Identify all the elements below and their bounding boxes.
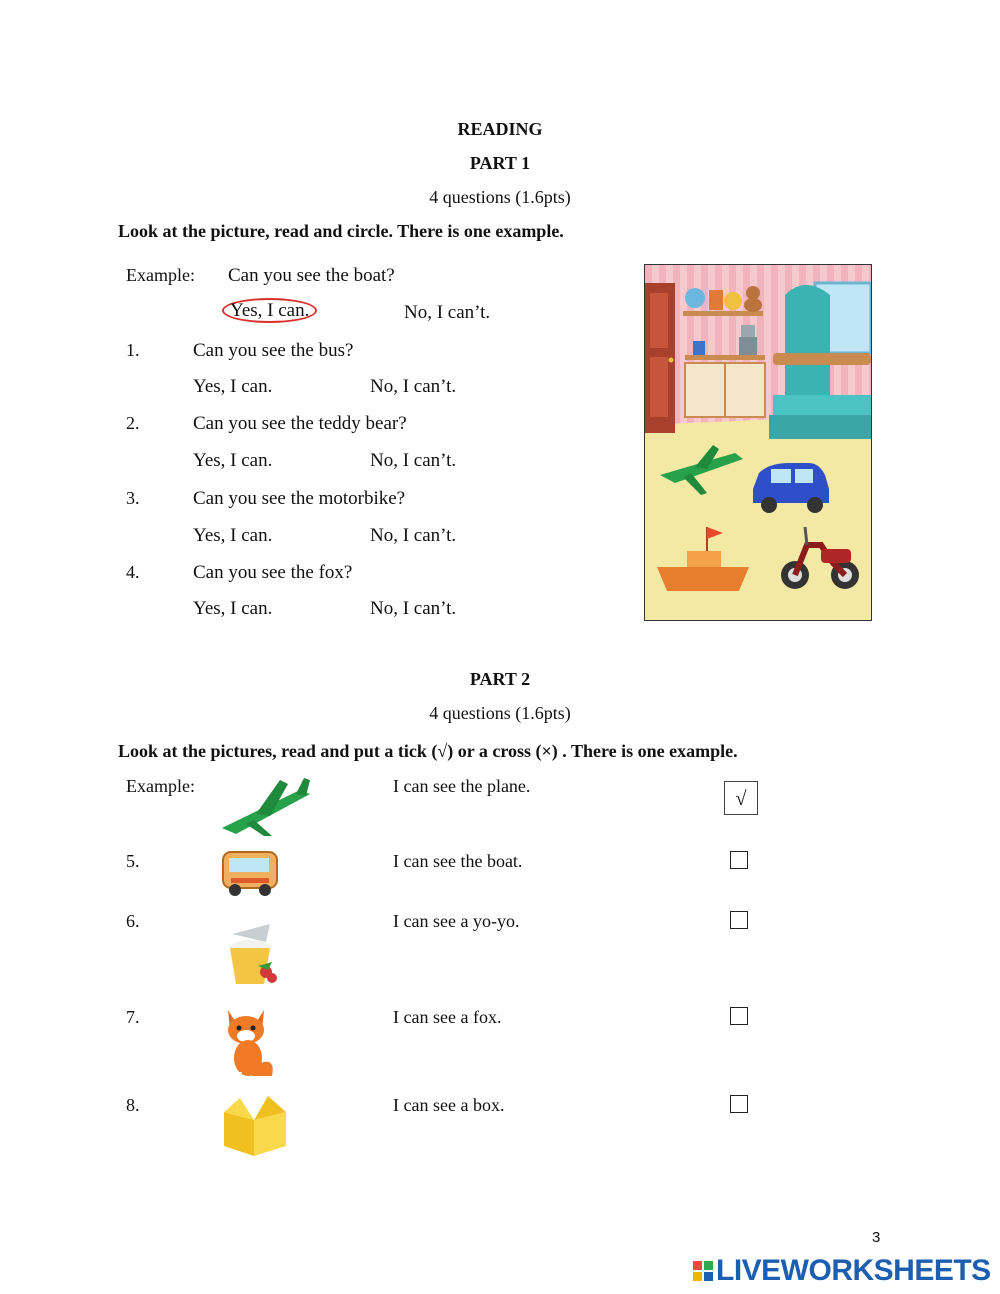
page-number: 3: [872, 1229, 881, 1246]
q3-answer-no[interactable]: No, I can’t.: [370, 525, 457, 546]
q2-number: 2.: [126, 413, 140, 433]
part2-subtitle: 4 questions (1.6pts): [429, 703, 571, 723]
item8-number: 8.: [126, 1095, 140, 1115]
q4-answer-no[interactable]: No, I can’t.: [370, 598, 457, 619]
brand-logo: [692, 1254, 991, 1288]
example-question: Can you see the boat?: [228, 265, 395, 286]
item5-sentence: I can see the boat.: [393, 851, 523, 871]
door-icon: [645, 283, 675, 433]
item7-number: 7.: [126, 1007, 140, 1027]
example-label: Example:: [126, 265, 195, 285]
part2-instruction: Look at the pictures, read and put a tick (√) or a cross (×) . There is one example.: [118, 741, 738, 761]
q2-answer-no[interactable]: No, I can’t.: [370, 450, 457, 471]
example-tick-box[interactable]: √: [724, 781, 758, 815]
fox-icon: [222, 1006, 278, 1085]
q3-text: Can you see the motorbike?: [193, 488, 406, 509]
circled-answer: Yes, I can.: [222, 298, 317, 323]
item6-checkbox[interactable]: [730, 911, 748, 929]
item8-checkbox[interactable]: [730, 1095, 748, 1113]
part2-example-sentence: I can see the plane.: [393, 776, 531, 796]
q3-number: 3.: [126, 488, 140, 508]
item5-checkbox[interactable]: [730, 851, 748, 869]
bus-icon: [221, 848, 279, 903]
item5-number: 5.: [126, 851, 140, 871]
q3-answer-yes[interactable]: Yes, I can.: [193, 525, 273, 546]
part2-example-label: Example:: [126, 776, 195, 796]
part1-title: PART 1: [469, 153, 531, 173]
yogurt-icon: [222, 914, 282, 993]
q4-number: 4.: [126, 562, 140, 582]
item6-number: 6.: [126, 911, 140, 931]
robot-icon: [739, 325, 757, 355]
section-title: READING: [457, 119, 543, 139]
q2-text: Can you see the teddy bear?: [193, 413, 407, 434]
q4-text: Can you see the fox?: [193, 562, 353, 583]
example-answer-no[interactable]: No, I can’t.: [404, 302, 491, 323]
q2-answer-yes[interactable]: Yes, I can.: [193, 450, 273, 471]
logo-cubes-icon: [692, 1260, 716, 1282]
bedroom-illustration: [645, 265, 871, 620]
item7-sentence: I can see a fox.: [393, 1007, 502, 1027]
q1-number: 1.: [126, 340, 140, 360]
part2-title: PART 2: [469, 669, 531, 689]
q1-answer-yes[interactable]: Yes, I can.: [193, 376, 273, 397]
item7-checkbox[interactable]: [730, 1007, 748, 1025]
part1-subtitle: 4 questions (1.6pts): [429, 187, 571, 207]
item6-sentence: I can see a yo-yo.: [393, 911, 520, 931]
part1-instruction: Look at the picture, read and circle. There is one example.: [118, 221, 564, 241]
q4-answer-yes[interactable]: Yes, I can.: [193, 598, 273, 619]
q1-text: Can you see the bus?: [193, 340, 354, 361]
brand-name: LIVEWORKSHEETS: [716, 1254, 991, 1287]
example-answer-yes[interactable]: [230, 300, 317, 322]
box-icon: [220, 1094, 292, 1163]
item8-sentence: I can see a box.: [393, 1095, 505, 1115]
bedroom-picture: [644, 264, 872, 621]
q1-answer-no[interactable]: No, I can’t.: [370, 376, 457, 397]
plane-icon: [220, 776, 314, 841]
